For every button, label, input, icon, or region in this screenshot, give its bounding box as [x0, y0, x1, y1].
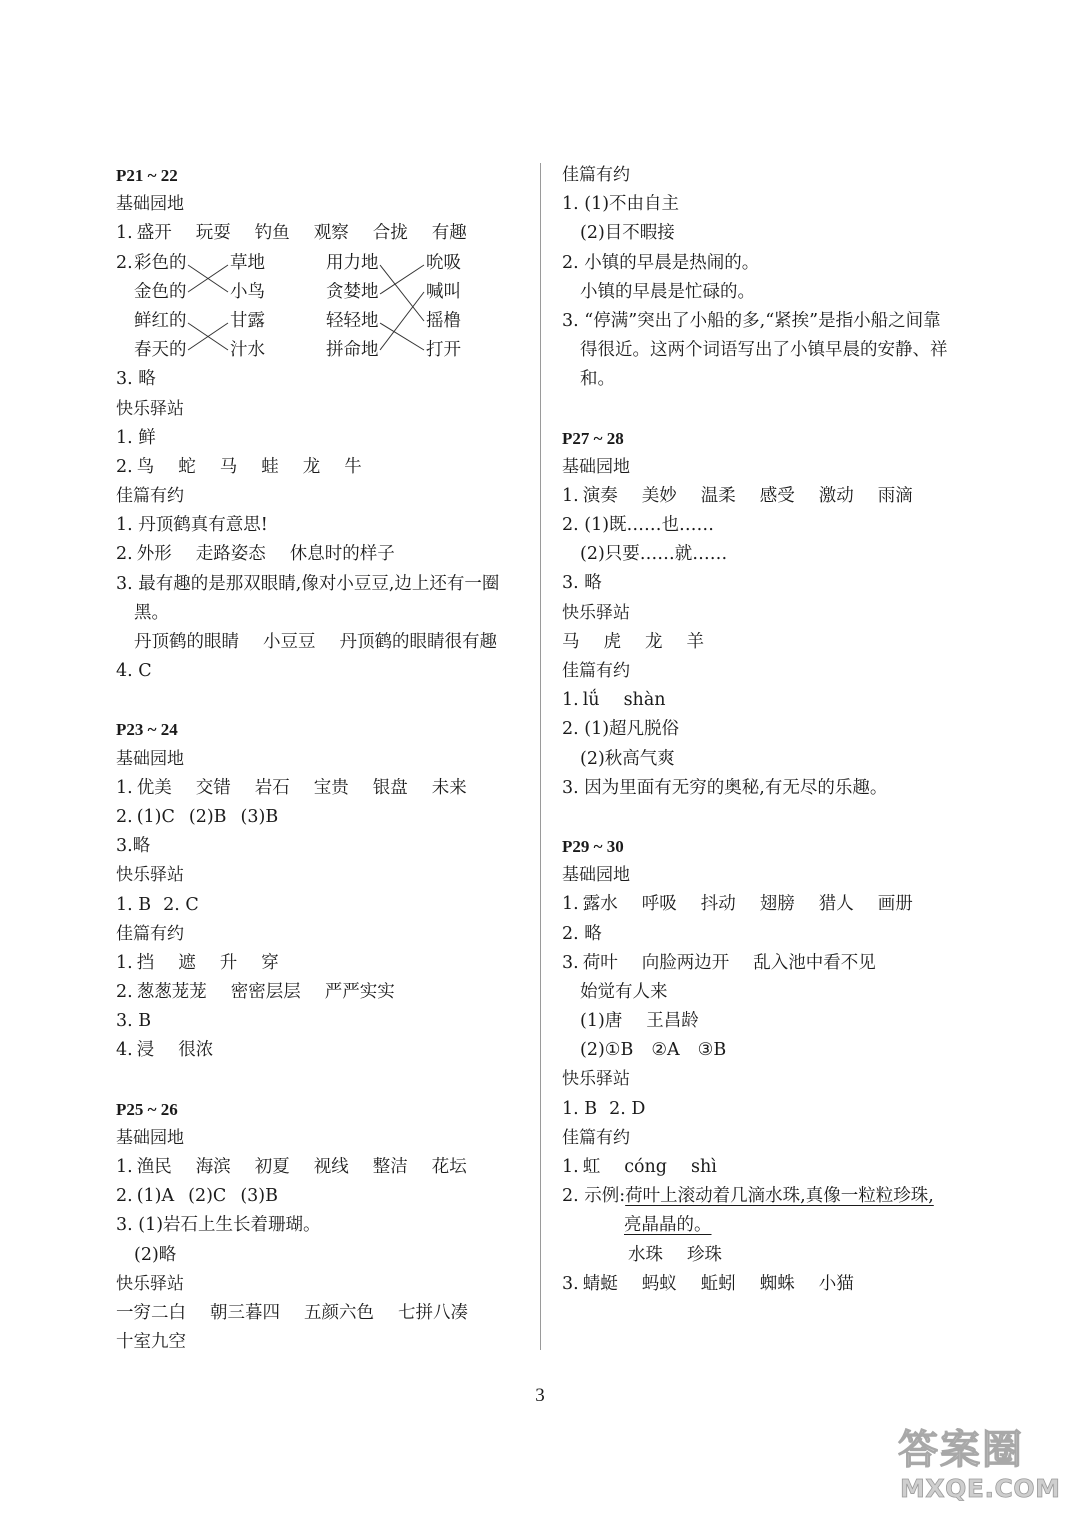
answer-line: 2. (1)C (2)B (3)B	[116, 806, 279, 827]
match-right-word: 打开	[426, 340, 461, 361]
answer-line: 1. 演奏 美妙 温柔 感受 激动 雨滴	[562, 485, 913, 506]
answer-line: 十室九空	[116, 1332, 186, 1353]
answer-line: 2. 小镇的早晨是热闹的。	[562, 252, 760, 273]
column-divider	[540, 163, 541, 1350]
match-left-word: 金色的	[134, 281, 187, 302]
match-right-word: 甘露	[230, 310, 265, 331]
heading-jiapian-youyue: 佳篇有约	[116, 923, 184, 944]
answer-line: 1. 渔民 海滨 初夏 视线 整洁 花坛	[116, 1157, 467, 1178]
answer-line: (2)略	[134, 1244, 177, 1265]
answer-line: 始觉有人来	[580, 981, 668, 1002]
heading-kuaile-yizhan: 快乐驿站	[116, 398, 184, 419]
answer-line: 1. 丹顶鹤真有意思!	[116, 515, 268, 536]
answer-line: 1. B 2. D	[562, 1098, 646, 1119]
answer-line: 3.略	[116, 836, 151, 857]
heading-kuaile-yizhan: 快乐驿站	[116, 1273, 184, 1294]
heading-jichu-yuandi: 基础园地	[116, 194, 184, 215]
answer-line: 水珠 珍珠	[628, 1244, 722, 1265]
match-right-word: 小鸟	[230, 281, 265, 302]
match-left-word: 鲜红的	[134, 310, 187, 331]
answer-line: 1. 优美 交错 岩石 宝贵 银盘 未来	[116, 777, 467, 798]
heading-kuaile-yizhan: 快乐驿站	[562, 602, 630, 623]
match-left-word: 拼命地	[326, 340, 379, 361]
match-left-word: 春天的	[134, 340, 187, 361]
answer-line: 黑。	[134, 602, 169, 623]
heading-jichu-yuandi: 基础园地	[562, 865, 630, 886]
answer-line: 马 虎 龙 羊	[562, 631, 704, 652]
match-right-word: 吮吸	[426, 252, 461, 273]
answer-line: 1. B 2. C	[116, 894, 199, 915]
answer-line: 3. B	[116, 1011, 152, 1032]
answer-line: 3. “停满”突出了小船的多,“紧挨”是指小船之间靠	[562, 310, 941, 331]
match-line	[380, 323, 424, 350]
heading-jichu-yuandi: 基础园地	[562, 456, 630, 477]
match-left-word: 轻轻地	[326, 310, 379, 331]
underlined-example: 荷叶上滚动着几滴水珠,真像一粒粒珍珠,	[625, 1186, 934, 1207]
section-title-p29-30: P29 ~ 30	[562, 836, 624, 856]
answer-line: 3. 荷叶 向脸两边开 乱入池中看不见	[562, 952, 876, 973]
match-left-word: 彩色的	[134, 252, 187, 273]
answer-line: 1. (1)不由自主	[562, 194, 680, 215]
answer-line: 1. 盛开 玩耍 钓鱼 观察 合拢 有趣	[116, 223, 467, 244]
matching-exercise: 2. 彩色的 金色的 鲜红的 春天的 草地 小鸟 甘露 汁水 用力地 贪婪地 轻轻地 拼命地 吮吸 喊叫 摇橹 打开	[116, 249, 526, 366]
answer-line: (2)目不暇接	[580, 223, 675, 244]
answer-line: 4. 浸 很浓	[116, 1040, 214, 1061]
match-right-word: 草地	[230, 252, 265, 273]
heading-kuaile-yizhan: 快乐驿站	[562, 1069, 630, 1090]
left-column	[116, 161, 526, 1357]
answer-line: 3. 蜻蜓 蚂蚁 蚯蚓 蜘蛛 小猫	[562, 1273, 854, 1294]
answer-line: 3. 略	[562, 573, 602, 594]
heading-jichu-yuandi: 基础园地	[116, 748, 184, 769]
section-title-p27-28: P27 ~ 28	[562, 428, 624, 448]
answer-line: 1. 虹 cóng shì	[562, 1157, 717, 1177]
section-title-p23-24: P23 ~ 24	[116, 720, 178, 740]
answer-line: 2. 略	[562, 923, 602, 944]
match-left-word: 贪婪地	[326, 281, 379, 302]
answer-line: (2)只要……就……	[580, 544, 728, 565]
answer-line: (1)唐 王昌龄	[580, 1011, 699, 1032]
page-number: 3	[535, 1385, 545, 1406]
watermark	[898, 1418, 1074, 1510]
underlined-example: 亮晶晶的。	[624, 1215, 712, 1236]
answer-line: 2. 葱葱茏茏 密密层层 严严实实	[116, 982, 395, 1003]
answer-line: 一穷二白 朝三暮四 五颜六色 七拼八凑	[116, 1302, 468, 1323]
section-title-p25-26: P25 ~ 26	[116, 1099, 178, 1119]
heading-jichu-yuandi: 基础园地	[116, 1127, 184, 1148]
match-line	[380, 292, 424, 350]
heading-kuaile-yizhan: 快乐驿站	[116, 865, 184, 886]
section-title-p21-22: P21 ~ 22	[116, 166, 178, 185]
answer-line: 小镇的早晨是忙碌的。	[580, 281, 755, 302]
watermark-logo: 答案圈	[898, 1427, 1024, 1473]
match-line	[380, 265, 424, 294]
match-right-word: 汁水	[230, 340, 265, 361]
answer-line: 2. 示例:荷叶上滚动着几滴水珠,真像一粒粒珍珠,	[562, 1186, 934, 1207]
answer-line: 1. 鲜	[116, 427, 156, 448]
answer-line: 2. 鸟 蛇 马 蛙 龙 牛	[116, 456, 362, 477]
match-left-word: 用力地	[326, 252, 379, 273]
answer-line: 1. 露水 呼吸 抖动 翅膀 猎人 画册	[562, 894, 913, 915]
answer-line: 3. 最有趣的是那双眼睛,像对小豆豆,边上还有一圈	[116, 573, 500, 594]
answer-line: 3. (1)岩石上生长着珊瑚。	[116, 1215, 321, 1236]
heading-jiapian-youyue: 佳篇有约	[562, 661, 630, 681]
answer-line: 4. C	[116, 661, 152, 682]
answer-line: 3. 因为里面有无穷的奥秘,有无尽的乐趣。	[562, 777, 888, 798]
answer-line: 2. (1)超凡脱俗	[562, 719, 680, 740]
answer-line: 得很近。这两个词语写出了小镇早晨的安静、祥	[580, 340, 948, 361]
answer-line: 2. (1)既……也……	[562, 515, 715, 536]
matching-lines	[116, 249, 526, 366]
match-right-word: 摇橹	[426, 310, 461, 331]
answer-line	[562, 1211, 982, 1240]
heading-jiapian-youyue: 佳篇有约	[116, 486, 184, 507]
watermark-url: MXQE.COM	[900, 1474, 1061, 1503]
answer-line: 和。	[580, 369, 615, 390]
answer-line: 2. (1)A (2)C (3)B	[116, 1186, 278, 1207]
answer-line: (2)①B ②A ③B	[580, 1040, 727, 1061]
answer-line: 3. 略	[116, 369, 156, 390]
answer-line: 丹顶鹤的眼睛 小豆豆 丹顶鹤的眼睛很有趣	[134, 632, 497, 653]
answer-line: 1. lǘ shàn	[562, 690, 666, 711]
answer-line: (2)秋高气爽	[580, 748, 675, 769]
answer-line: 1. 挡 遮 升 穿	[116, 952, 279, 973]
match-line	[380, 265, 424, 321]
right-column	[562, 161, 982, 1299]
heading-jiapian-youyue: 佳篇有约	[562, 165, 630, 185]
heading-jiapian-youyue: 佳篇有约	[562, 1127, 630, 1148]
answer-line: 2. 外形 走路姿态 休息时的样子	[116, 544, 395, 565]
match-right-word: 喊叫	[426, 281, 461, 302]
